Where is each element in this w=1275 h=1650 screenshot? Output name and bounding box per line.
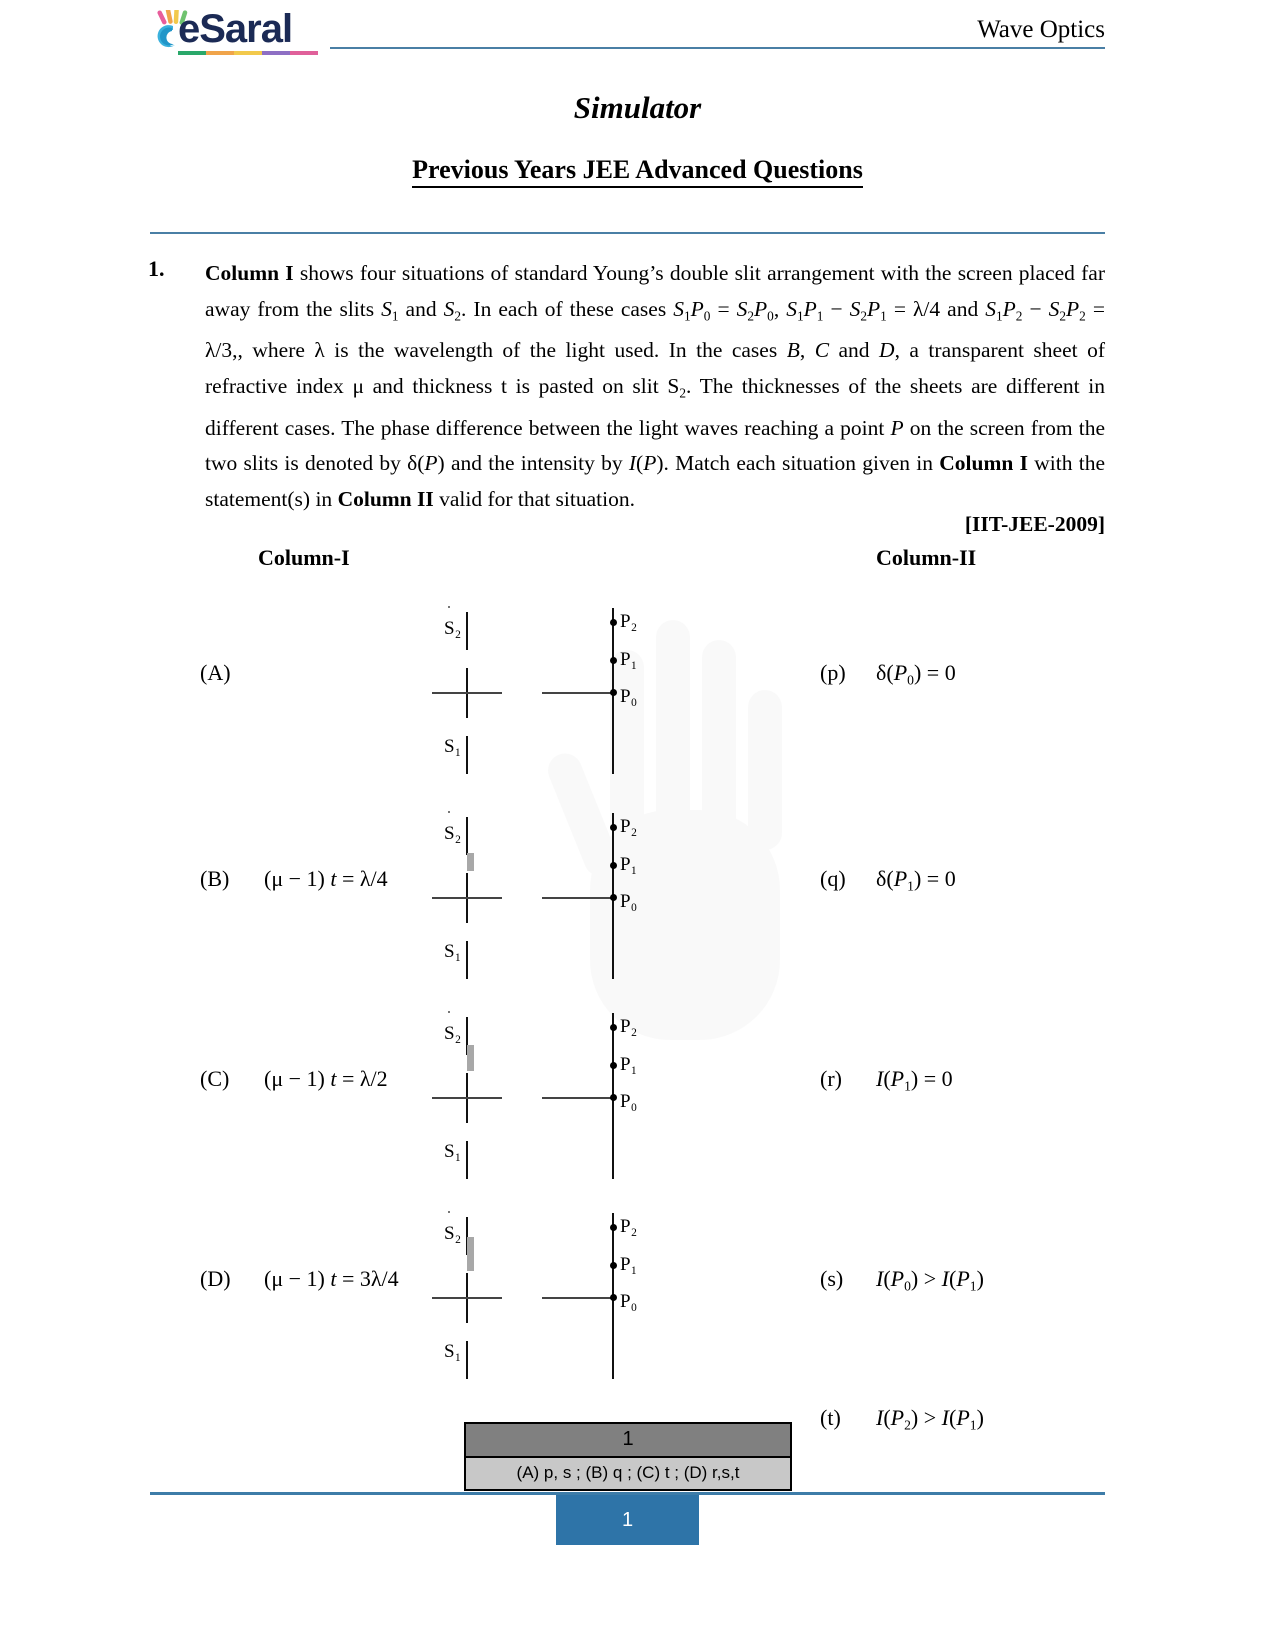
- ydse-diagram-b: [424, 805, 654, 980]
- barrier-segment-bottom: [466, 941, 468, 979]
- slit-label-s2: S₂: [444, 1223, 462, 1244]
- page-subtitle-text: Previous Years JEE Advanced Questions: [412, 155, 863, 188]
- optical-axis-left: [432, 1097, 502, 1099]
- content-top-divider: [150, 232, 1105, 234]
- screen-point-label-p1: P₁: [620, 1254, 638, 1275]
- column-two-key-s: (s): [820, 1266, 844, 1291]
- page-subtitle: [0, 155, 1275, 185]
- screen-point-label-p1: P₁: [620, 649, 638, 670]
- answer-box-body: (A) p, s ; (B) q ; (C) t ; (D) r,s,t: [466, 1458, 790, 1489]
- slit-label-s2: S₂: [444, 823, 462, 844]
- diagram-tick-dot: [448, 811, 450, 813]
- optical-axis-left: [432, 897, 502, 899]
- transparent-sheet: [467, 1237, 474, 1271]
- screen-point-p0: [610, 894, 617, 901]
- slit-label-s1: S₁: [444, 941, 462, 962]
- screen-point-label-p2: P₂: [620, 1216, 638, 1237]
- optical-axis-left: [432, 1297, 502, 1299]
- page-title: Simulator: [573, 90, 702, 125]
- screen-point-p1: [610, 1262, 617, 1269]
- screen-point-p1: [610, 657, 617, 664]
- slit-label-s1: S₁: [444, 1141, 462, 1162]
- screen-point-p1: [610, 862, 617, 869]
- answer-box-header: 1: [466, 1424, 790, 1458]
- column-two-value-p: $\delta(P_0) = 0$: [876, 660, 956, 688]
- slit-label-s1: S₁: [444, 736, 462, 757]
- ydse-diagram-c: [424, 1005, 654, 1180]
- screen-point-label-p0: P₀: [620, 1091, 638, 1112]
- optical-axis-right: [542, 897, 614, 899]
- column-one-formula-d: (μ − 1) t = 3λ/4: [264, 1266, 399, 1291]
- slit-label-s2: S₂: [444, 618, 462, 639]
- esaral-logo-underline: [178, 51, 318, 55]
- question-text: Column I shows four situations of standard Young’s double slit arrangement with the screen placed far away from the slits $S_1$ and $S_2$. In each of these cases $S_1P_0 = S_2P_0$, $S_1P_1 - S_2P_1 = \lambda/4$ and $S_1P_2 - S_2P_2 = \lambda/3$,, where λ is the wavelength of the light used. In the cases B, C and D, a transparent sheet of refractive index μ and thickness t is pasted on slit $S_2$. The thicknesses of the sheets are different in different cases. The phase difference between the light waves reaching a point P on the screen from the two slits is denoted by δ(P) and the intensity by I(P). Match each situation given in Column I with the statement(s) in Column II valid for that situation.: [205, 261, 1105, 511]
- optical-axis-right: [542, 692, 614, 694]
- optical-axis-right: [542, 1297, 614, 1299]
- screen-point-p2: [610, 619, 617, 626]
- screen-point-label-p1: P₁: [620, 1054, 638, 1075]
- optical-axis-left: [432, 692, 502, 694]
- column-two-key-t: (t): [820, 1405, 841, 1430]
- screen-point-p0: [610, 1294, 617, 1301]
- screen-point-p0: [610, 689, 617, 696]
- slit-label-s2: S₂: [444, 1023, 462, 1044]
- esaral-logo-letter: e: [178, 7, 200, 51]
- screen-point-label-p2: P₂: [620, 816, 638, 837]
- diagram-tick-dot: [448, 606, 450, 608]
- barrier-segment-bottom: [466, 1141, 468, 1179]
- screen-point-label-p0: P₀: [620, 686, 638, 707]
- question-source: [IIT-JEE-2009]: [964, 512, 1105, 536]
- column-one-key-d: (D): [200, 1266, 231, 1291]
- screen-point-label-p0: P₀: [620, 1291, 638, 1312]
- column-one-key-c: (C): [200, 1066, 230, 1091]
- screen-point-p2: [610, 1224, 617, 1231]
- page-number-tab: 1: [556, 1495, 699, 1545]
- column-one-formula-b: (μ − 1) t = λ/4: [264, 866, 388, 891]
- slit-label-s1: S₁: [444, 1341, 462, 1362]
- screen-point-p2: [610, 824, 617, 831]
- column-two-value-r: $I(P_1) = 0$: [876, 1066, 953, 1094]
- column-two-value-q: $\delta(P_1) = 0$: [876, 866, 956, 894]
- column-one-heading: Column-I: [258, 545, 350, 570]
- screen-point-label-p2: P₂: [620, 1016, 638, 1037]
- esaral-wordmark: [178, 8, 292, 50]
- screen-point-label-p1: P₁: [620, 854, 638, 875]
- answer-box: [464, 1422, 792, 1491]
- page-header: [0, 0, 1275, 62]
- screen-point-label-p0: P₀: [620, 891, 638, 912]
- column-two-value-s: $I(P_0) > I(P_1)$: [876, 1266, 984, 1294]
- barrier-segment-top: [466, 612, 468, 650]
- column-two-key-r: (r): [820, 1066, 842, 1091]
- screen-point-p0: [610, 1094, 617, 1101]
- column-two-key-p: (p): [820, 660, 846, 685]
- barrier-segment-top: [466, 817, 468, 855]
- ydse-diagram-d: [424, 1205, 654, 1380]
- barrier-segment-bottom: [466, 736, 468, 774]
- column-one-key-b: (B): [200, 866, 230, 891]
- screen-point-label-p2: P₂: [620, 611, 638, 632]
- question-number: 1.: [148, 256, 165, 281]
- diagram-tick-dot: [448, 1211, 450, 1213]
- column-two-value-t: $I(P_2) > I(P_1)$: [876, 1405, 984, 1433]
- transparent-sheet: [467, 853, 474, 871]
- column-one-formula-c: (μ − 1) t = λ/2: [264, 1066, 388, 1091]
- subject-title: Wave Optics: [977, 16, 1105, 43]
- header-divider: [330, 47, 1105, 49]
- screen-point-p1: [610, 1062, 617, 1069]
- esaral-logo-text: Saral: [199, 7, 293, 51]
- barrier-segment-bottom: [466, 1341, 468, 1379]
- screen-point-p2: [610, 1024, 617, 1031]
- column-one-key-a: (A): [200, 660, 231, 685]
- column-two-heading: Column-II: [876, 545, 977, 570]
- diagram-tick-dot: [448, 1011, 450, 1013]
- ydse-diagram-a: [424, 600, 654, 775]
- transparent-sheet: [467, 1045, 474, 1071]
- esaral-logo: [148, 8, 320, 56]
- column-two-key-q: (q): [820, 866, 846, 891]
- optical-axis-right: [542, 1097, 614, 1099]
